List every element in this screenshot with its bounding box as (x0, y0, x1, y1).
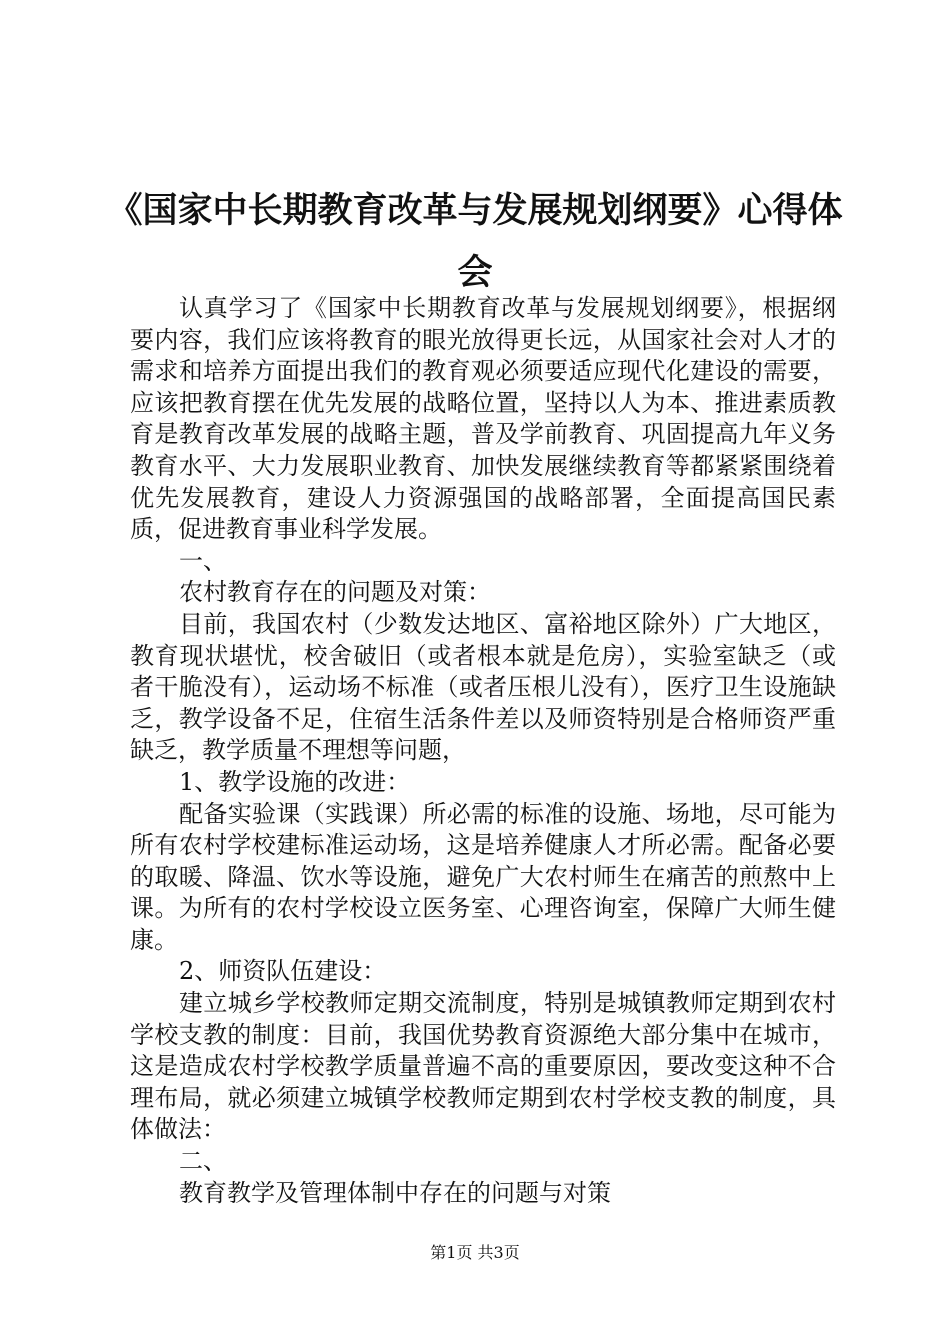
document-title: 《国家中长期教育改革与发展规划纲要》心得体会 (107, 191, 843, 293)
subheading-teachers: 2、师资队伍建设： (179, 957, 387, 986)
page-footer: 第1页 共3页 (430, 1243, 520, 1262)
paragraph-rural-status: 目前，我国农村（少数发达地区、富裕地区除外）广大地区，教育现状堪忧，校舍破旧（或者根本就是危房），实验室缺乏（或者干脆没有），运动场不标准（或者压根儿没有），医疗卫生设施缺乏，教学设备不足，住宿生活条件差以及师资特别是合格师资严重缺乏，教学质量不理想等问题， (130, 609, 836, 765)
paragraph-teachers: 建立城乡学校教师定期交流制度，特别是城镇教师定期到农村学校支教的制度：目前，我国优势教育资源绝大部分集中在城市，这是造成农村学校教学质量普遍不高的重要原因，要改变这种不合理布局，就必须建立城镇学校教师定期到农村学校支教的制度，具体做法： (130, 989, 836, 1144)
section-number-one: 一、 (179, 546, 227, 575)
section-number-two: 二、 (179, 1147, 227, 1176)
paragraph-intro: 认真学习了《国家中长期教育改革与发展规划纲要》，根据纲要内容，我们应该将教育的眼光放得更长远，从国家社会对人才的需求和培养方面提出我们的教育观必须要适应现代化建设的需要，应该把教育摆在优先发展的战略位置，坚持以人为本、推进素质教育是教育改革发展的战略主题，普及学前教育、巩固提高九年义务教育水平、大力发展职业教育、加快发展继续教育等都紧紧围绕着优先发展教育，建设人力资源强国的战略部署，全面提高国民素质，促进教育事业科学发展。 (130, 294, 836, 544)
paragraph-facilities: 配备实验课（实践课）所必需的标准的设施、场地，尽可能为所有农村学校建标准运动场，这是培养健康人才所必需。配备必要的取暖、降温、饮水等设施，避免广大农村师生在痛苦的煎熬中上课。为所有的农村学校设立医务室、心理咨询室，保障广大师生健康。 (130, 799, 836, 954)
section-heading-rural-education: 农村教育存在的问题及对策： (179, 578, 491, 607)
section-heading-management: 教育教学及管理体制中存在的问题与对策 (179, 1178, 611, 1207)
subheading-facilities: 1、教学设施的改进： (179, 767, 411, 796)
document-body (130, 293, 836, 1209)
